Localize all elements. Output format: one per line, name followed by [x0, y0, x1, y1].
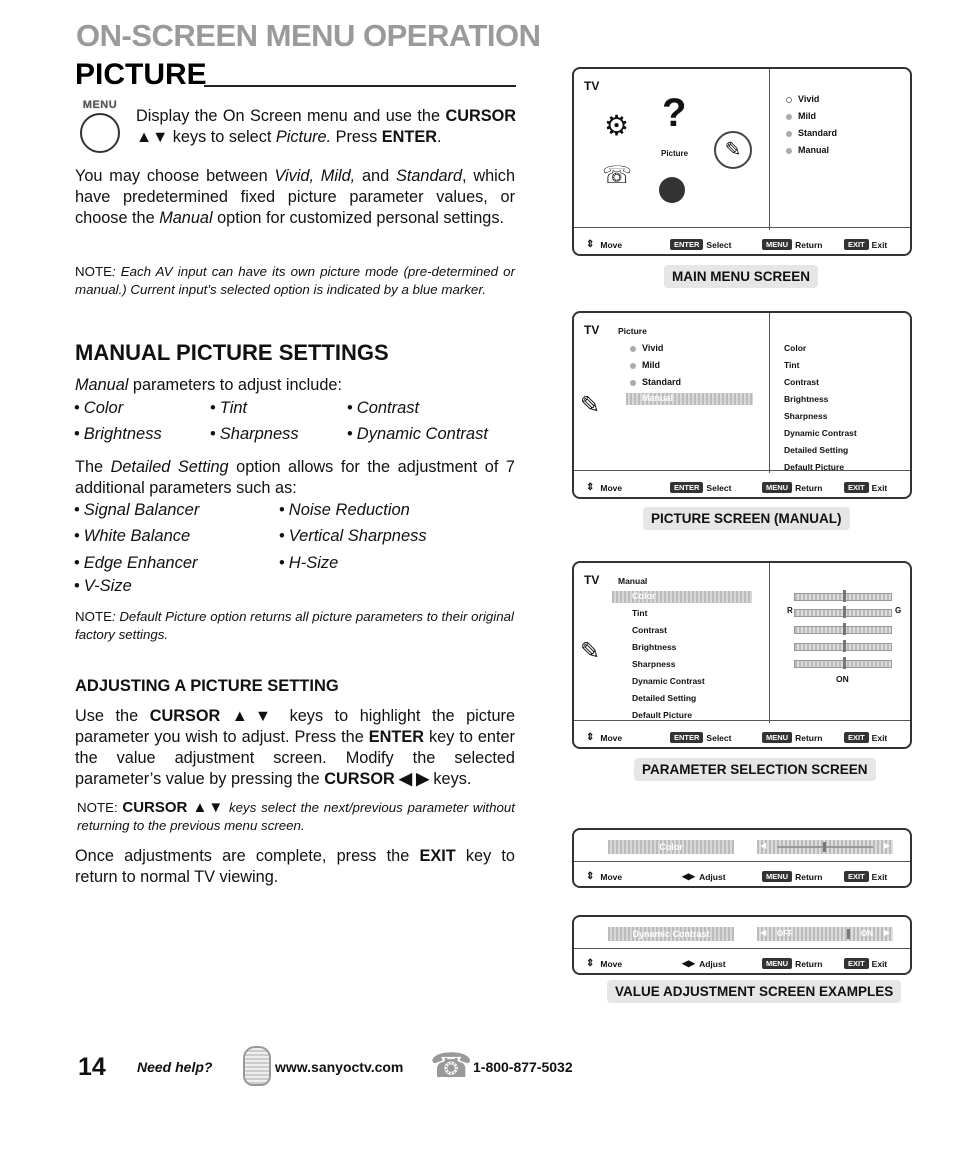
key-move: Move	[600, 732, 623, 743]
adjust-text: keys to highlight the picture parameter you wish to adjust. Press the	[75, 707, 515, 746]
speaker-icon	[659, 177, 685, 203]
menu-icon-text: MENU	[82, 99, 118, 111]
updown-icon: ⇕	[586, 871, 595, 882]
menu-circle-icon	[80, 113, 120, 153]
value-param-label: Dynamic Contrast	[608, 927, 734, 941]
leftright-icon: ◀▶	[682, 958, 696, 968]
slider-knob[interactable]	[823, 842, 826, 852]
contrast-slider[interactable]	[794, 626, 892, 634]
on-label: ON	[861, 929, 873, 938]
updown-icon: ⇕	[586, 732, 595, 743]
picture-palette-icon: ✎	[580, 392, 601, 419]
option-label: Standard	[642, 377, 682, 387]
cursor-key-text: CURSOR ▲▼	[149, 707, 279, 725]
param-item[interactable]: Dynamic Contrast	[632, 676, 705, 686]
updown-icon: ⇕	[586, 482, 595, 493]
intro-text: .	[436, 128, 442, 146]
key-exit-label: Exit	[871, 958, 888, 969]
note-label: NOTE	[77, 800, 114, 815]
detail-param-item: • H-Size	[279, 554, 338, 573]
value-slider[interactable]	[757, 840, 893, 854]
key-exit: EXIT	[844, 732, 869, 743]
picture-screen	[572, 311, 912, 499]
leftright-icon: ◀▶	[682, 871, 696, 881]
mouse-icon	[243, 1046, 271, 1086]
arrow-left-icon[interactable]: ◀	[760, 928, 767, 937]
setting-item: Color	[784, 343, 807, 353]
intro-text: , which have predetermined fixed picture parameter values, or choose the	[75, 167, 515, 227]
need-help-text: Need help?	[137, 1059, 213, 1075]
option-label: Vivid	[798, 94, 820, 104]
manual-title: Manual	[618, 576, 648, 586]
settings-icon: ⚙	[604, 110, 630, 141]
main-menu-caption: MAIN MENU SCREEN	[664, 265, 818, 288]
param-item[interactable]: Brightness	[632, 642, 677, 652]
param-item[interactable]: Detailed Setting	[632, 693, 697, 703]
param-color-highlighted[interactable]: Color	[612, 591, 752, 603]
cursor-key-text: CURSOR ◀ ▶	[324, 770, 429, 788]
key-exit: EXIT	[844, 239, 869, 250]
picture-title: Picture	[618, 326, 647, 336]
setting-item: Default Picture	[784, 462, 844, 472]
updown-icon: ⇕	[586, 958, 595, 969]
key-move: Move	[600, 482, 623, 493]
setting-item: Brightness	[784, 394, 829, 404]
screen-divider	[769, 313, 770, 473]
adjust-text: Use the	[75, 707, 150, 725]
key-return-label: Return	[795, 871, 823, 882]
param-item[interactable]: Sharpness	[632, 659, 676, 669]
param-item: • Contrast	[347, 399, 419, 418]
page-title: PICTURE	[75, 58, 207, 91]
param-item[interactable]: Tint	[632, 608, 648, 618]
option-standard[interactable]	[630, 377, 681, 387]
key-move: Move	[600, 958, 623, 969]
final-paragraph	[75, 846, 515, 888]
note-text: : Default Picture option returns all picture parameters to their original factory settings.	[75, 609, 514, 642]
phone-icon: ☎	[430, 1047, 473, 1085]
picture-term: Picture.	[275, 128, 332, 146]
param-item[interactable]: Default Picture	[632, 710, 692, 720]
exit-key-text: EXIT	[419, 847, 456, 865]
updown-icon: ⇕	[586, 239, 595, 250]
param-item: • Tint	[210, 399, 247, 418]
intro-text: and	[355, 167, 396, 185]
screen-divider	[769, 563, 770, 723]
picture-icon-label: Picture	[661, 149, 689, 158]
final-text: key to return to normal TV viewing.	[75, 847, 515, 886]
option-label: Standard	[798, 128, 838, 138]
mode-term: Standard	[395, 167, 463, 185]
detail-param-item: • V-Size	[74, 577, 132, 596]
key-exit-label: Exit	[871, 732, 888, 743]
key-move: Move	[600, 239, 623, 250]
key-select-label: Select	[706, 732, 732, 743]
key-return-label: Return	[795, 732, 823, 743]
param-item: • Color	[74, 399, 123, 418]
intro-text: Press	[331, 128, 382, 146]
intro-text: keys to select	[168, 128, 276, 146]
detail-param-item: • Vertical Sharpness	[279, 527, 427, 546]
help-icon: ?	[662, 91, 687, 135]
key-exit: EXIT	[844, 958, 869, 969]
toggle-knob[interactable]	[847, 929, 850, 939]
detailed-setting-paragraph	[75, 457, 515, 499]
enter-key-text: ENTER	[368, 728, 424, 746]
detail-param-item: • Noise Reduction	[279, 501, 410, 520]
param-item[interactable]: Contrast	[632, 625, 667, 635]
option-label: Manual	[798, 145, 830, 155]
key-bar	[574, 720, 910, 747]
key-enter: ENTER	[670, 482, 703, 493]
note-label: NOTE	[75, 264, 112, 279]
key-enter: ENTER	[670, 732, 703, 743]
manual-term: Manual	[75, 376, 129, 394]
off-label: OFF	[777, 929, 793, 938]
option-vivid[interactable]	[630, 343, 663, 353]
key-menu: MENU	[762, 239, 792, 250]
key-adjust-label: Adjust	[699, 958, 726, 969]
key-return-label: Return	[795, 482, 823, 493]
detail-text: The	[75, 458, 111, 476]
value-param-label: Color	[608, 840, 734, 854]
cursor-key-text: CURSOR ▲▼	[122, 799, 225, 816]
page-number: 14	[78, 1053, 106, 1081]
setting-item: Dynamic Contrast	[784, 428, 857, 438]
detail-param-item: • Edge Enhancer	[74, 554, 198, 573]
option-manual-highlighted[interactable]: Manual	[626, 393, 753, 405]
title-rule	[204, 85, 516, 87]
adjust-text: keys.	[428, 770, 472, 788]
value-adjust-dynamic-contrast-screen	[572, 915, 912, 975]
key-adjust-label: Adjust	[699, 871, 726, 882]
satellite-icon: ☏	[602, 162, 633, 189]
key-exit-label: Exit	[871, 482, 888, 493]
setting-item: Tint	[784, 360, 800, 370]
sharpness-slider[interactable]	[794, 660, 892, 668]
key-select-label: Select	[706, 482, 732, 493]
intro-paragraph-2	[75, 166, 515, 229]
tint-slider[interactable]	[794, 609, 892, 617]
param-item: • Sharpness	[210, 425, 299, 444]
tv-label: TV	[584, 323, 600, 337]
key-exit: EXIT	[844, 871, 869, 882]
screen-divider	[769, 69, 770, 230]
g-label: G	[895, 606, 902, 615]
key-exit-label: Exit	[871, 871, 888, 882]
detailed-setting-term: Detailed Setting	[110, 458, 229, 476]
key-bar	[574, 948, 910, 973]
note-cursor-keys: NOTE: CURSOR ▲▼ keys select the next/previous parameter without returning to the previous menu screen.	[77, 799, 515, 833]
parameter-selection-caption: PARAMETER SELECTION SCREEN	[634, 758, 876, 781]
r-label: R	[787, 606, 793, 615]
final-text: Once adjustments are complete, press the	[75, 847, 420, 865]
dynamic-contrast-value: ON	[836, 674, 849, 684]
detail-text: option allows for the adjustment of 7 additional parameters such as:	[75, 458, 515, 497]
intro-text: You may choose between	[75, 167, 275, 185]
key-move: Move	[600, 871, 623, 882]
value-adjust-color-screen	[572, 828, 912, 888]
mode-term: Manual	[159, 209, 213, 227]
param-item: • Brightness	[74, 425, 162, 444]
setting-item: Contrast	[784, 377, 819, 387]
tv-label: TV	[584, 79, 600, 93]
value-adjustment-caption: VALUE ADJUSTMENT SCREEN EXAMPLES	[607, 980, 901, 1003]
adjust-text: key to enter the value adjustment screen. Modify the selected parameter’s value by pressing the	[75, 728, 515, 788]
setting-item: Detailed Setting	[784, 445, 849, 455]
note-text: keys select the next/previous parameter without returning to the previous menu screen.	[77, 800, 515, 833]
website-link[interactable]: www.sanyoctv.com	[275, 1059, 404, 1075]
setting-item: Sharpness	[784, 411, 828, 421]
intro-paragraph-1	[136, 106, 516, 148]
phone-number: 1-800-877-5032	[473, 1059, 573, 1075]
key-return-label: Return	[795, 958, 823, 969]
note-picture-mode	[75, 263, 515, 299]
manual-lead	[75, 375, 342, 396]
note-text: : Each AV input can have its own picture mode (pre-determined or manual.) Current input’s selected option is indicated by a blue marker.	[75, 264, 515, 297]
arrow-right-icon[interactable]: ▶	[883, 841, 890, 850]
lead-text: parameters to adjust include:	[128, 376, 342, 394]
adjusting-heading: ADJUSTING A PICTURE SETTING	[75, 677, 339, 695]
detail-param-item: • Signal Balancer	[74, 501, 199, 520]
intro-text: Display the On Screen menu and use the	[136, 107, 441, 125]
key-enter: ENTER	[670, 239, 703, 250]
key-menu: MENU	[762, 732, 792, 743]
param-item: • Dynamic Contrast	[347, 425, 488, 444]
tv-label: TV	[584, 573, 600, 587]
note-default-picture	[75, 608, 515, 644]
picture-palette-icon[interactable]: ✎	[714, 131, 752, 169]
key-bar	[574, 861, 910, 886]
arrow-right-icon[interactable]: ▶	[883, 928, 890, 937]
detail-param-item: • White Balance	[74, 527, 190, 546]
note-label: NOTE	[75, 609, 112, 624]
color-slider[interactable]	[794, 593, 892, 601]
key-bar	[574, 227, 910, 254]
key-menu: MENU	[762, 958, 792, 969]
key-return-label: Return	[795, 239, 823, 250]
brightness-slider[interactable]	[794, 643, 892, 651]
adjusting-paragraph	[75, 706, 515, 790]
option-manual[interactable]	[786, 145, 829, 155]
menu-button-icon	[77, 99, 123, 151]
option-mild[interactable]	[630, 360, 660, 370]
key-exit: EXIT	[844, 482, 869, 493]
option-label: Mild	[798, 111, 816, 121]
section-header: ON-SCREEN MENU OPERATION	[76, 18, 541, 53]
enter-key-text: ENTER	[381, 128, 437, 146]
value-toggle[interactable]	[757, 927, 893, 941]
key-exit-label: Exit	[871, 239, 888, 250]
key-select-label: Select	[706, 239, 732, 250]
option-label: Mild	[642, 360, 660, 370]
option-standard[interactable]	[786, 128, 837, 138]
option-mild[interactable]	[786, 111, 816, 121]
picture-palette-icon: ✎	[580, 638, 601, 665]
key-bar	[574, 470, 910, 497]
parameter-selection-screen	[572, 561, 912, 749]
picture-screen-caption: PICTURE SCREEN (MANUAL)	[643, 507, 850, 530]
cursor-key-text: CURSOR ▲▼	[136, 107, 516, 146]
option-label: Vivid	[642, 343, 664, 353]
arrow-left-icon[interactable]: ◀	[760, 841, 767, 850]
key-menu: MENU	[762, 871, 792, 882]
main-menu-screen	[572, 67, 912, 256]
option-vivid[interactable]	[786, 94, 819, 104]
key-menu: MENU	[762, 482, 792, 493]
manual-settings-heading: MANUAL PICTURE SETTINGS	[75, 340, 389, 365]
mode-term: Vivid, Mild,	[274, 167, 356, 185]
intro-text: option for customized personal settings.	[212, 209, 505, 227]
